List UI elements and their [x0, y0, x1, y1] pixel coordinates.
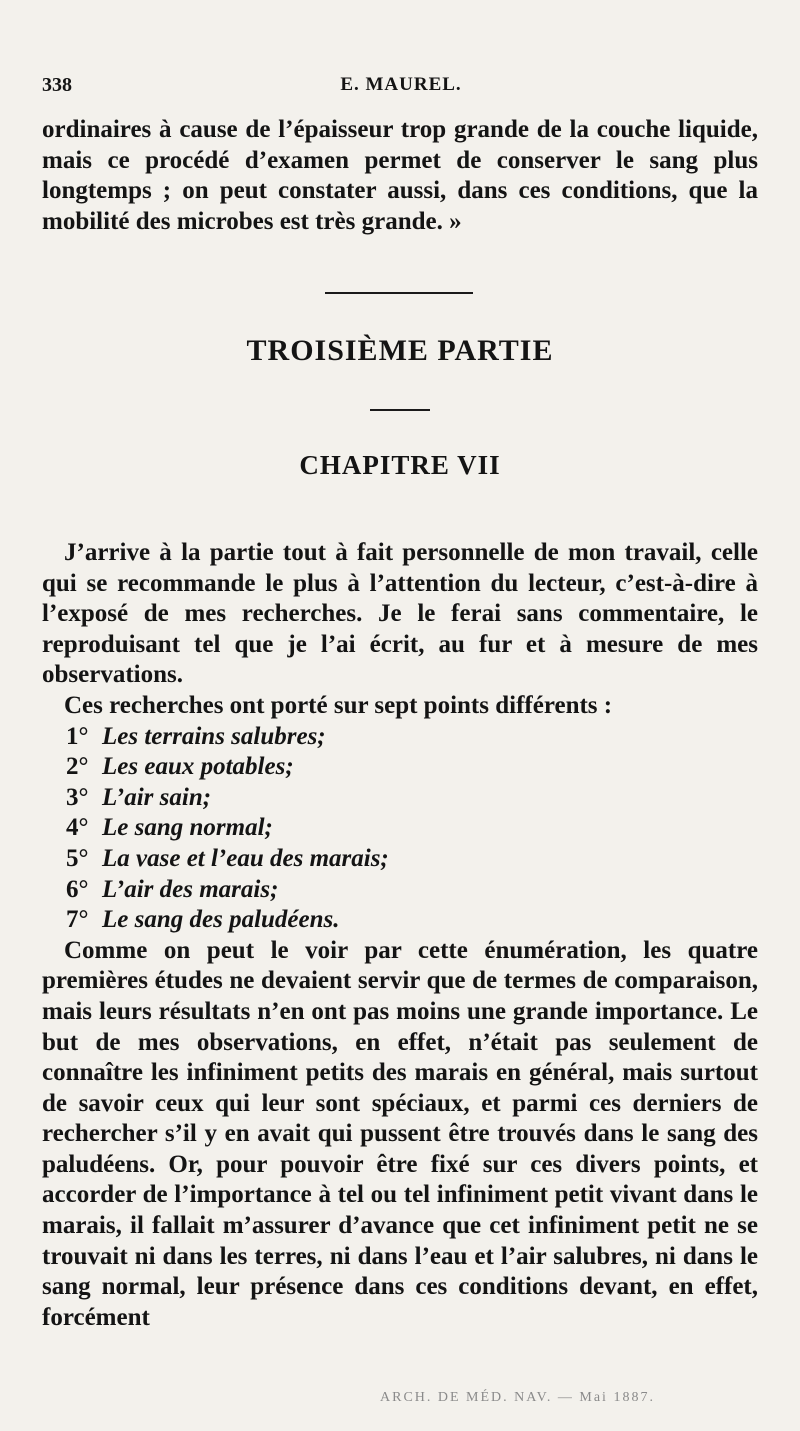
page-header — [42, 74, 760, 104]
paragraph-points: Ces recherches ont porté sur sept points différents : — [64, 691, 613, 719]
list-item-number: 3° — [66, 783, 89, 811]
list-item-number: 5° — [66, 844, 89, 872]
list-item — [42, 844, 758, 875]
list-item — [42, 813, 758, 844]
list-item-number: 7° — [66, 906, 89, 934]
list-item-text: Les terrains salubres; — [102, 722, 326, 750]
part-title: TROISIÈME PARTIE — [246, 334, 554, 367]
quote-end-paragraph — [42, 115, 758, 237]
short-rule — [370, 409, 430, 411]
list-item-text: Le sang des paludéens. — [102, 906, 340, 934]
list-item — [42, 783, 758, 814]
chapter-title: CHAPITRE VII — [299, 450, 501, 480]
chapter-body — [42, 538, 758, 1333]
list-item — [42, 905, 758, 936]
list-item — [42, 875, 758, 906]
quote-end-text: ordinaires à cause de l’épaisseur trop grande de la couche liquide, mais ce procédé d’examen permet de conserver le sang plus longtemps ; on peut constater aussi, dans ces conditions, que la mobilité des microbes est très grande. » — [42, 116, 758, 235]
section-rule — [325, 292, 473, 294]
list-item-text: L’air sain; — [102, 783, 212, 811]
research-points-list — [42, 722, 758, 936]
list-item-number: 1° — [66, 722, 89, 750]
list-item — [42, 752, 758, 783]
running-head: E. MAUREL. — [340, 74, 462, 95]
list-item — [42, 722, 758, 753]
list-item-text: La vase et l’eau des marais; — [102, 844, 389, 872]
list-item-text: L’air des marais; — [102, 875, 279, 903]
paragraph-intro: J’arrive à la partie tout à fait personnelle de mon travail, celle qui se recommande le plus à l’attention du lecteur, c’est-à-dire à l’exposé de mes recherches. Je le ferai sans commentaire, le reproduisant tel que je l’ai écrit, au fur et à mesure de mes observations. — [42, 539, 758, 689]
list-item-number: 4° — [66, 814, 89, 842]
list-item-text: Les eaux potables; — [102, 753, 294, 781]
list-item-text: Le sang normal; — [102, 814, 273, 842]
page-footer: ARCH. DE MÉD. NAV. — Mai 1887. — [380, 1390, 655, 1405]
list-item-number: 6° — [66, 875, 89, 903]
page-number: 338 — [42, 74, 72, 96]
list-item-number: 2° — [66, 753, 89, 781]
paragraph-discussion: Comme on peut le voir par cette énumération, les quatre premières études ne devaient servir que de termes de comparaison, mais leurs résultats n’en ont pas moins une grande importance. Le but de mes observations, en effet, n’était pas seulement de connaître les infiniment petits des marais en général, mais surtout de savoir ceux qui leur sont spéciaux, et parmi ces derniers de rechercher s’il y en avait qui pussent être trouvés dans le sang des paludéens. Or, pour pouvoir être fixé sur ces divers points, et accorder de l’importance à tel ou tel infiniment petit vivant dans le marais, il fallait m’assurer d’avance que cet infiniment petit ne se trouvait ni dans les terres, ni dans l’eau et l’air salubres, ni dans le sang normal, leur présence dans ces conditions devant, en effet, forcément — [42, 936, 758, 1331]
